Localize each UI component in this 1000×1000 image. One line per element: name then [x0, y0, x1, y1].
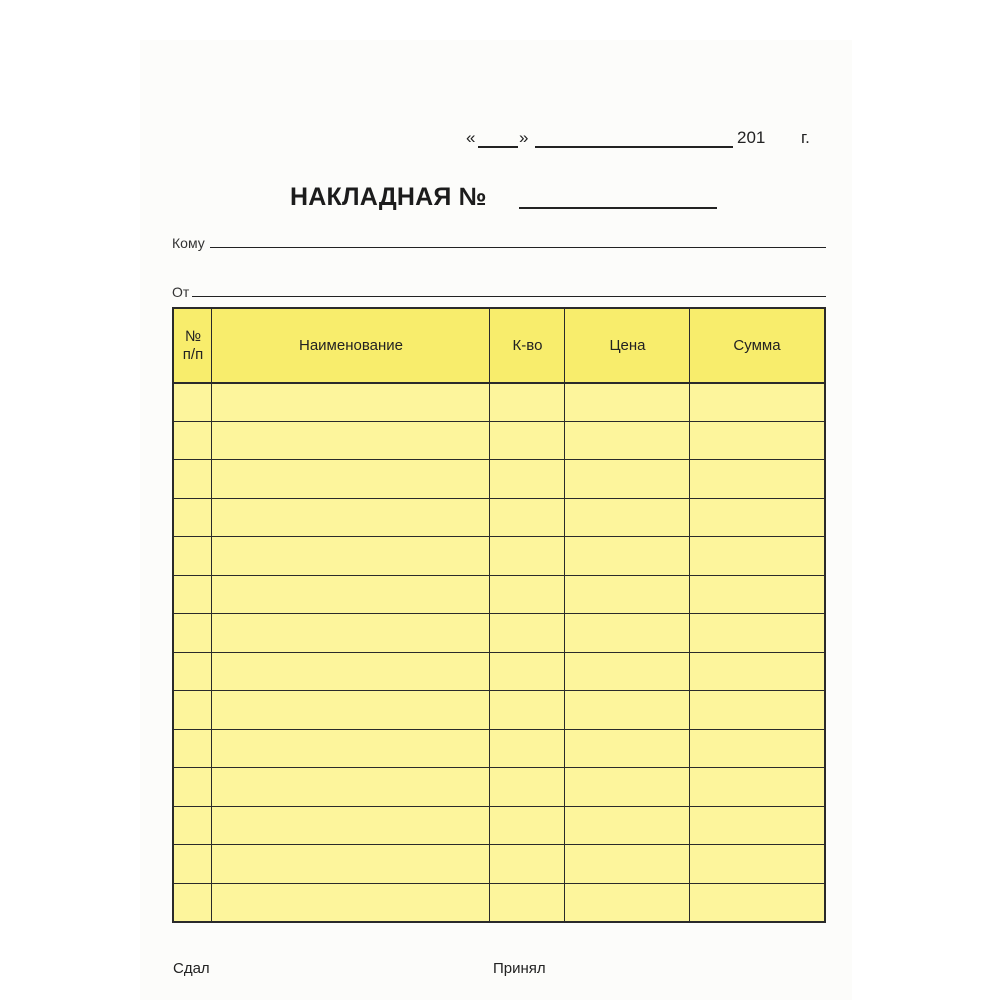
handed-over-label: Сдал — [173, 960, 210, 977]
table-row[interactable] — [174, 729, 824, 768]
to-label: Кому — [172, 235, 205, 251]
invoice-number-blank[interactable] — [519, 207, 717, 209]
row-divider — [174, 536, 824, 537]
table-row[interactable] — [174, 883, 824, 922]
title-text: НАКЛАДНАЯ № — [290, 183, 487, 211]
row-divider — [174, 498, 824, 499]
col-header-name: Наименование — [299, 336, 403, 354]
to-field[interactable] — [210, 247, 826, 248]
col-header-quantity: К-во — [512, 336, 543, 354]
col-header-number: № п/п — [182, 327, 204, 363]
row-divider — [174, 690, 824, 691]
date-open-quote: « — [466, 128, 476, 147]
year-blank[interactable] — [768, 146, 794, 148]
date-close-quote: » — [519, 128, 529, 147]
table-row[interactable] — [174, 498, 824, 537]
from-label: От — [172, 284, 190, 300]
row-divider — [174, 806, 824, 807]
row-divider — [174, 729, 824, 730]
year-prefix: 201 — [737, 128, 766, 147]
table-row[interactable] — [174, 536, 824, 575]
from-field[interactable] — [192, 296, 826, 297]
received-label: Принял — [493, 960, 546, 977]
table-row[interactable] — [174, 613, 824, 652]
row-divider — [174, 767, 824, 768]
invoice-table — [172, 307, 826, 923]
day-blank[interactable] — [478, 146, 518, 148]
table-row[interactable] — [174, 382, 824, 421]
table-row[interactable] — [174, 767, 824, 806]
row-divider — [174, 575, 824, 576]
table-row[interactable] — [174, 690, 824, 729]
page-title — [290, 183, 487, 212]
row-divider — [174, 652, 824, 653]
row-divider — [174, 844, 824, 845]
table-header-row — [174, 309, 824, 384]
table-row[interactable] — [174, 575, 824, 614]
row-divider — [174, 421, 824, 422]
table-row[interactable] — [174, 844, 824, 883]
year-suffix: г. — [801, 128, 810, 147]
table-row[interactable] — [174, 652, 824, 691]
table-row[interactable] — [174, 421, 824, 460]
month-blank[interactable] — [535, 146, 733, 148]
table-row[interactable] — [174, 459, 824, 498]
col-header-sum: Сумма — [733, 336, 781, 354]
col-header-price: Цена — [609, 336, 646, 354]
row-divider — [174, 459, 824, 460]
row-divider — [174, 613, 824, 614]
row-divider — [174, 883, 824, 884]
table-row[interactable] — [174, 806, 824, 845]
